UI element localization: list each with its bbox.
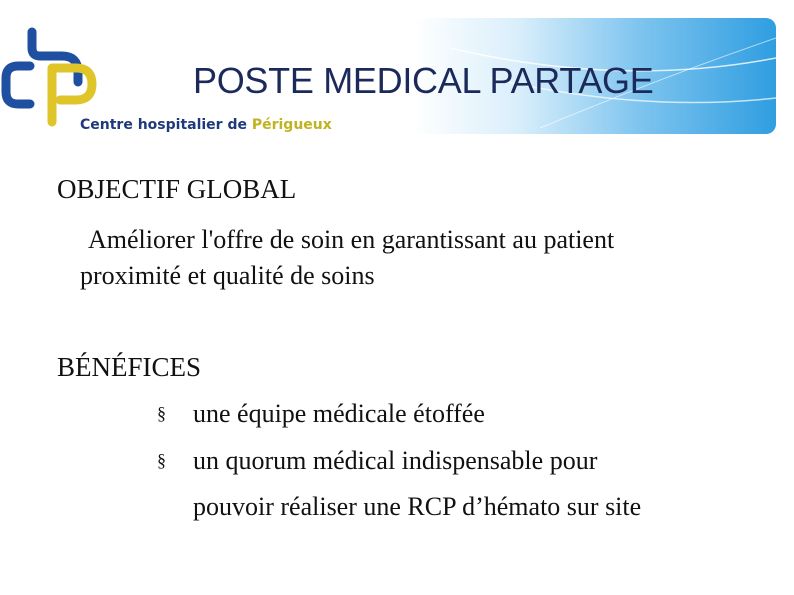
page-title: POSTE MEDICAL PARTAGE xyxy=(193,60,654,101)
list-item-text: un quorum médical indispensable pour xyxy=(193,446,598,475)
hospital-name-prefix: Centre hospitalier de xyxy=(80,117,252,133)
list-item xyxy=(157,446,597,476)
objectif-heading: OBJECTIF GLOBAL xyxy=(57,174,297,204)
bullet-icon: § xyxy=(157,450,166,470)
list-item xyxy=(157,399,485,429)
list-item-continuation: pouvoir réaliser une RCP d’hémato sur site xyxy=(193,492,642,521)
objectif-line-1: Améliorer l'offre de soin en garantissant au patient xyxy=(88,225,615,254)
bullet-icon: § xyxy=(157,403,166,423)
hospital-name xyxy=(80,117,332,133)
benefices-heading: BÉNÉFICES xyxy=(57,352,202,382)
list-item-text: une équipe médicale étoffée xyxy=(193,399,485,428)
objectif-line-2: proximité et qualité de soins xyxy=(80,261,375,290)
objectif-paragraph xyxy=(80,222,780,294)
hospital-name-city: Périgueux xyxy=(251,117,332,133)
